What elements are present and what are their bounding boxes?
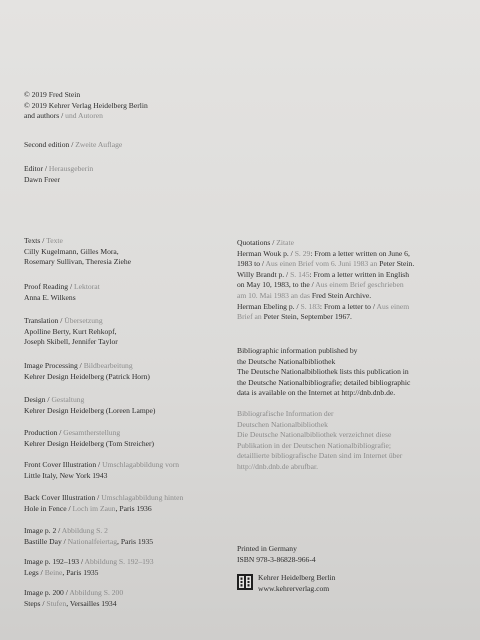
publisher-name: Kehrer Heidelberg Berlin [258, 573, 336, 582]
credit-translation: Translation / Übersetzung Apolline Berty, Kurt Rehkopf, Joseph Skibell, Jennifer Taylor [24, 316, 118, 347]
bibliographic-info-de: Bibliografische Information der Deutschen Nationalbibliothek Die Deutsche Nationalbibliothek verzeichnet diese Publikation in der Deutschen Nationalbibliografie; detaillierte bibliografische Daten sind im Internet über http://dnb.dnb.de abrufbar. [237, 409, 403, 471]
copyright-block [24, 90, 148, 122]
copyright-line: © 2019 Kehrer Verlag Heidelberg Berlin [24, 100, 148, 110]
credit-production: Production / Gesamtherstellung Kehrer Design Heidelberg (Tom Streicher) [24, 428, 155, 448]
edition-en: Second edition [24, 140, 70, 149]
isbn: ISBN 978-3-86828-966-4 [237, 554, 316, 564]
credit-image-processing: Image Processing / Bildbearbeitung Kehrer Design Heidelberg (Patrick Horn) [24, 361, 150, 381]
printing-info [237, 544, 316, 565]
image-credit: Image p. 200 / Abbildung S. 200 Steps / Stufen, Versailles 1934 [24, 588, 124, 608]
publisher-url: www.kehrerverlag.com [258, 583, 330, 593]
quotations-block: Quotations / Zitate Herman Wouk p. / S. 29: From a letter written on June 6, 1983 to / Aus einen Brief vom 6. Juni 1983 an Peter Stein. Willy Brandt p. / S. 145: From a letter written in English on May 10, 1983, to the / Aus einem Brief geschrieben am 10. Mai 1983 an das Fred Stein Archive. Herman Ebeling p. / S. 183: From a letter to / Aus einem Brief an Peter Stein, September 1967. [237, 238, 415, 322]
editor-block: Editor / Herausgeberin Dawn Freer [24, 164, 94, 184]
back-cover-credit: Back Cover Illustration / Umschlagabbildung hinten Hole in Fence / Loch im Zaun, Paris 1936 [24, 493, 184, 513]
authors-line: and authors / und Autoren [24, 111, 103, 121]
editor-name: Dawn Freer [24, 174, 61, 184]
image-credit: Image p. 2 / Abbildung S. 2 Bastille Day / Nationalfeiertag, Paris 1935 [24, 526, 154, 546]
copyright-line: © 2019 Fred Stein [24, 90, 81, 99]
image-credit: Image p. 192–193 / Abbildung S. 192–193 Legs / Beine, Paris 1935 [24, 557, 154, 577]
edition-block: Second edition / Zweite Auflage [24, 140, 123, 149]
bibliographic-info-en: Bibliographic information published by the Deutsche Nationalbibliothek The Deutsche Nationalbibliothek lists this publication in the Deutsche Nationalbibliografie; detailed bibliographic data is available on the Internet at http://dnb.dnb.de. [237, 346, 411, 398]
credit-proof-reading: Proof Reading / Lektorat Anna E. Wilkens [24, 282, 100, 302]
front-cover-credit: Front Cover Illustration / Umschlagabbildung vorn Little Italy, New York 1943 [24, 460, 180, 480]
publisher-text [258, 573, 335, 594]
edition-de: Zweite Auflage [75, 140, 123, 149]
credit-texts: Texts / Texte Cilly Kugelmann, Gilles Mora, Rosemary Sullivan, Theresia Ziehe [24, 236, 131, 267]
kehrer-logo-icon [237, 574, 253, 590]
credit-design: Design / Gestaltung Kehrer Design Heidelberg (Loreen Lampe) [24, 395, 156, 415]
printed-in: Printed in Germany [237, 544, 297, 553]
publisher-block [237, 573, 335, 594]
